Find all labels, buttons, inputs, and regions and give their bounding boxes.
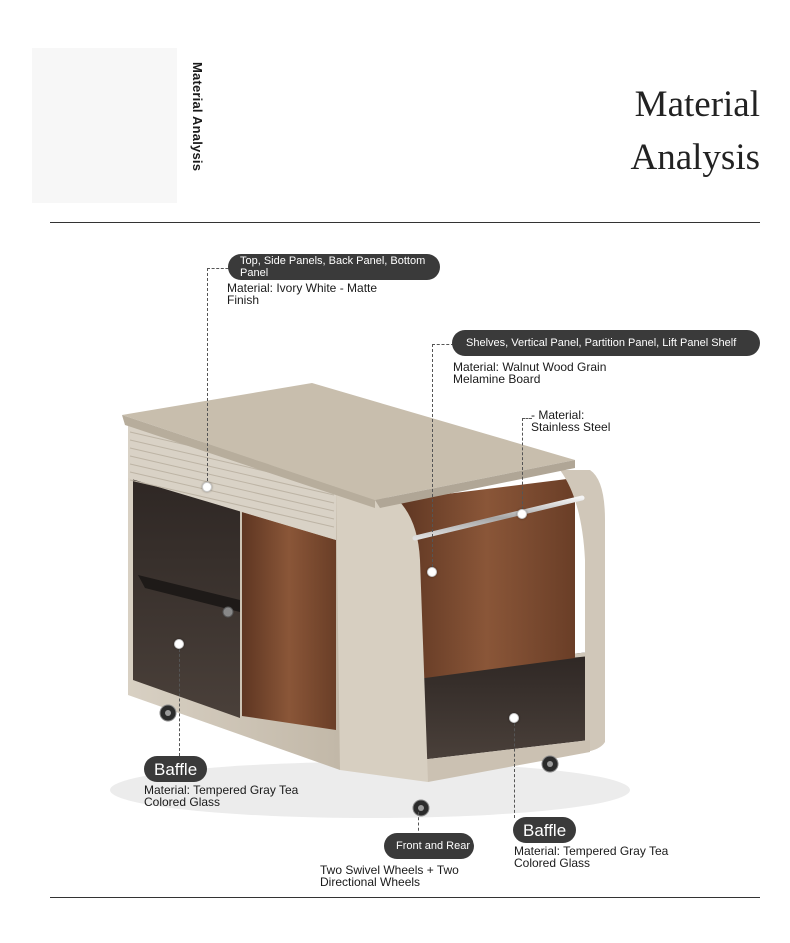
marker-dot-top (202, 482, 212, 492)
marker-dot-baffle-left (174, 639, 184, 649)
vertical-title: Material Analysis (190, 62, 205, 172)
leader-steel-v (522, 418, 523, 514)
marker-dot-baffle-right (509, 713, 519, 723)
callout-wheels-material: Two Swivel Wheels + Two Directional Wheels (320, 863, 459, 889)
callout-top-panels-pill: Top, Side Panels, Back Panel, Bottom Panel (228, 254, 440, 280)
callout-baffle-left-material: Material: Tempered Gray Tea Colored Glass (144, 783, 299, 809)
callout-baffle-right-material: Material: Tempered Gray Tea Colored Glass (514, 844, 669, 870)
leader-baffle-left-v (179, 644, 180, 756)
door-knob (223, 607, 233, 617)
leader-baffle-right-v (514, 718, 515, 818)
center-front-panel (336, 485, 428, 782)
callout-top-panels-material: Material: Ivory White - Matte Finish (227, 281, 378, 307)
marker-dot-steel (517, 509, 527, 519)
callout-baffle-right-pill: Baffle (513, 817, 576, 843)
leader-shelves-v (432, 344, 433, 572)
page-title-line1: Material (634, 84, 760, 125)
callout-wheels-pill: Front and Rear Wheels (384, 833, 474, 859)
callout-shelves-material: Material: Walnut Wood Grain Melamine Board (453, 360, 607, 386)
callout-steel-material: - Material: Stainless Steel (531, 408, 611, 434)
leader-shelves-h (432, 344, 454, 345)
leader-top-v (207, 268, 208, 486)
left-walnut-door (242, 512, 336, 730)
marker-dot-shelves (427, 567, 437, 577)
callout-baffle-left-pill: Baffle (144, 756, 207, 782)
page-title-line2: Analysis (630, 137, 760, 178)
callout-shelves-pill: Shelves, Vertical Panel, Partition Panel, Lift Panel Shelf (452, 330, 760, 356)
